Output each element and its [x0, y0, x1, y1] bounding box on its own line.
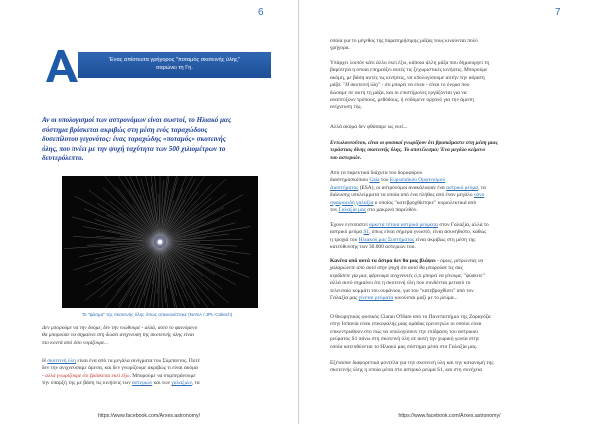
- text-run: κινούνται μαζί με το ρεύμα...: [393, 295, 458, 302]
- text-line: Δεν μπορούμε να την δούμε, δεν την νιώθουμε - αλλά, αυτό το φαινόμενο: [42, 325, 198, 331]
- text-line: του αστεριών.: [330, 154, 362, 161]
- text-line: [42, 380, 272, 387]
- footer-url-left[interactable]: https://www.facebook.com/Arxes.astronomy/: [97, 413, 201, 419]
- text-line: Υπάρχει λοιπόν κάτι άλλο εκεί έξω, κάποια άλλη μάζα που δημιουργεί τη: [330, 60, 490, 66]
- text-line: γρήγορα.: [330, 45, 350, 52]
- text-run: και των: [152, 380, 172, 387]
- text-line: [330, 192, 570, 199]
- dark-matter-image: [62, 176, 258, 308]
- text-line: Αλλά ακόμα δεν φθάσαμε ως εκεί...: [330, 124, 408, 130]
- link-stellar-streams[interactable]: αρκετά τέτοια αστρικά ρεύματα: [369, 222, 438, 228]
- text-line: [330, 295, 570, 302]
- link-galaxies[interactable]: γαλαξιών: [171, 380, 192, 387]
- text-run: , τα: [478, 184, 486, 191]
- bold-paragraph: [330, 140, 570, 162]
- paragraph: [330, 360, 570, 375]
- banner-title-line1: Ένας απίστευτα γρήγορος "ποταμός σκοτεινής ύλης": [109, 57, 240, 63]
- text-line: οποία για το μέγεθος της παρατηρήσιμης μάζας τους κινούνται πολύ: [330, 38, 478, 44]
- link-dark-matter[interactable]: σκοτεινή ύλη: [47, 358, 76, 364]
- link-gaia[interactable]: Gaia: [369, 177, 380, 184]
- text-run: η τροχιά του: [330, 236, 359, 243]
- text-line: ακόμη, με βάση αυτές τις κινήσεις, να υπολογίσουμε αυτήν την αόρατη: [330, 74, 485, 81]
- link-s1[interactable]: S1: [363, 229, 370, 236]
- intro-line: δυσεπίλυτου γεγονότος: ένας ταραχώδης «ποταμός» σκοτεινής: [42, 135, 226, 144]
- text-run: -: [42, 372, 46, 379]
- text-line: σκοτεινής ύλης η οποία μέσα στο αστρικό ρεύμα S1, και στη συνέχεια: [330, 367, 483, 374]
- right-page: [300, 0, 599, 424]
- text-line: πιο κοντά από όσο νομίζουμε...: [42, 339, 109, 346]
- text-line: ρεύματος S1 πάνω στη σκοτεινή ύλη σε αυτή την χωρική γωνία στην: [330, 336, 480, 343]
- text-line: δώσαμε σε αυτή τη μάζα, και οι επιστήμονες εργάζονται για να: [330, 89, 467, 96]
- paragraph: [330, 124, 570, 131]
- text-line: [330, 207, 570, 214]
- text-line: Ο θεωρητικός φυσικός Ciaran O'Hare από το Πανεπιστήμιο της Ζαραγόζα: [330, 314, 491, 320]
- text-line: οποία κατευθύνεται το Ηλιακό μας σύστημα μέσα στο Γαλαξία μας.: [330, 343, 478, 350]
- link-stars[interactable]: αστεριών: [131, 380, 153, 387]
- intro-line: δευτερόλεπτο.: [42, 154, 84, 163]
- text-line: [330, 200, 570, 207]
- text-line: στην Ισπανία είναι επικεφαλής μιας ομάδας ερευνητών οι οποίοι είναι: [330, 321, 482, 328]
- text-line: κατεύθυνσης των 30.000 αστεριών του.: [330, 244, 416, 251]
- link-streams[interactable]: γίνεται ρεύματα: [358, 295, 394, 302]
- text-run: στο μακρινό παρελθόν.: [365, 207, 418, 214]
- paragraph: [330, 222, 570, 252]
- logo-icon: [42, 46, 82, 88]
- text-line: [330, 258, 570, 265]
- text-line: [330, 177, 570, 184]
- text-line: τελευταίο κομμάτι του ουράνιου, για του "κατεβροχθίσει" από τον: [330, 287, 474, 294]
- left-body-paragraph: [42, 358, 272, 388]
- text-line: Εντωλουτούτου, είναι οι φυσικοί γνωρίζουν ότι βρισκόμαστε στη μέση μιας: [330, 140, 498, 146]
- left-italic-paragraph: [42, 325, 272, 347]
- text-run: (ESA), οι αστρονόμοι ανακάλυψαν ένα: [358, 184, 447, 191]
- text-line: μάζα. "Η σκοτεινή ύλη" - ότι μπορεί να είναι - είναι το όνομα που: [330, 82, 470, 89]
- text-run: - όμως, μετρώντας να: [435, 258, 484, 264]
- text-line: τεράστιας δίνης σκοτεινής ύλης. Το αποτέλεσμα; Ένα μεγάλο κείμενο: [330, 147, 486, 154]
- text-line: θα μπορούσε να σημαίνει στη δώσει ανίχνευση της σκοτεινής ύλης είναι: [42, 332, 194, 339]
- text-line: δεν την ανιχνεύσαμε άμεσα, και δεν γνωρίζουμε ακριβώς τι είναι ακόμα: [42, 365, 198, 372]
- paragraph: [330, 258, 570, 302]
- link-stellar-stream[interactable]: αστρικό ρεύμα: [446, 184, 479, 191]
- text-run: είναι ακριβώς στη μέση της: [414, 236, 476, 243]
- text-run: την ύπαρξή της με βάση τις κινήσεις των: [42, 380, 132, 387]
- intro-line: ύλης, που πνέει με την ψυχή ταχύτητα των 500 χιλιομέτρων το: [42, 144, 226, 153]
- text-run: τον: [330, 207, 339, 214]
- bold-text: Κανένα από αυτά τα άστρα δεν θα μας βλάψει: [330, 258, 436, 264]
- text-line: ανίχνευση της.: [330, 104, 363, 111]
- intro-line: σύστημα βρίσκεται ακριβώς στη μέση ενός ταραχώδους: [42, 125, 208, 134]
- text-run: διάλυσης υπολείμματα τα οποία από ένα πλήθος από έναν μεγάλο: [330, 192, 474, 199]
- text-line: αλλά αυτό σημαίνει ότι η σκοτεινή ύλη που συνδέεται μετασύ το: [330, 280, 471, 287]
- text-line: [330, 185, 570, 192]
- link-esa[interactable]: Ευρωπαϊκού Οργανισμού: [389, 177, 446, 184]
- text-line: [330, 222, 570, 229]
- paragraph: [330, 170, 570, 214]
- text-run: Γαλαξία μας: [330, 295, 359, 302]
- link-space[interactable]: Διαστήματος: [330, 184, 359, 191]
- intro-line: Αν οι υπολογισμοί των αστρονόμων είναι σωστοί, το Ηλιακό μας: [42, 116, 232, 124]
- footer-url-right[interactable]: https://www.facebook.com/Arxes.astronomy/: [398, 413, 501, 419]
- article-banner: [42, 46, 271, 88]
- text-line: [42, 373, 272, 380]
- text-line: [330, 229, 570, 236]
- link-milky-way[interactable]: Γαλαξία μας: [338, 207, 366, 214]
- text-line: Από τα παρεκτικά διάχυτα του δορυφόρου: [330, 170, 423, 176]
- text-line: επικεντρωθούν στο πώς να υπολογίσουν την επίδραση του αστρικού: [330, 328, 478, 335]
- text-line: Εξέτασαν διαφορετικά μοντέλα για την σκοτεινή ύλη και την κατανομή της: [330, 360, 494, 366]
- text-run: ο οποίος "κατεβροχθίστηκε" κυριολεκτικά από: [373, 199, 477, 206]
- text-run: του: [379, 177, 390, 184]
- emphasis-text: αλλά γνωρίζουμε ότι βρίσκεται εκεί έξω: [45, 372, 130, 379]
- figure-caption: Το "φάσμα" της σκοτεινής ύλης όπως απεικονίστηκε (NASA / JPL-Caltech): [81, 312, 233, 317]
- paragraph: [330, 60, 570, 112]
- link-dwarf-spheroidal[interactable]: σφαιροειδή γαλαξία: [330, 199, 374, 206]
- link-dwarf[interactable]: νάνο: [473, 192, 485, 199]
- paragraph: [330, 314, 570, 351]
- text-run: Έχουν εντοπιστεί: [330, 222, 370, 228]
- text-run: είναι ένα από τα μεγάλα αινίγματα του Σύμπαντος. Ποτέ: [76, 358, 200, 364]
- banner-title-box: [78, 52, 271, 78]
- text-run: , τα: [191, 380, 200, 387]
- page-number-left: 6: [258, 7, 264, 18]
- banner-title-line2: σαρώνει τη Γη.: [156, 65, 193, 71]
- left-page: [0, 0, 299, 424]
- text-run: διαστημοσκόπιου: [330, 177, 370, 184]
- paragraph: [330, 38, 570, 53]
- page-number-right: 7: [555, 7, 561, 18]
- intro-paragraph: [42, 116, 272, 164]
- text-line: αναπτύξουν τρόπους, μεθόδους, ή εσδόμενε οργανό για την άμεση: [330, 97, 474, 104]
- text-run: , όπως είναι σήμερα γνωστό, είναι ασυνήθιστο, καθώς: [369, 229, 487, 236]
- text-run: . Μπορούμε να συμπεράνουμε: [129, 372, 196, 379]
- text-run: αστρικό ρεύμα: [330, 229, 364, 236]
- text-run: Η: [42, 358, 48, 364]
- text-run: στον Γαλαξία, αλλά το: [438, 222, 489, 228]
- text-line: βαρύτητα η οποία επηρεάζει αυτές τις ξεχωριστικές κινήσεις. Μπορούμε: [330, 67, 488, 74]
- link-solar-system[interactable]: Ηλιακού μας Συστήματος: [358, 236, 415, 243]
- text-line: χαλαρώνετε από αυτό στην ψυχή ότι αυτό θα μπορούσε τις σας: [330, 265, 463, 272]
- text-line: κερδίσετε για μια, φέρνουμε ανιχνευτές ό,τι μπορεί να γίνουμε, "φύσκιτε": [330, 272, 485, 279]
- text-line: [330, 237, 570, 244]
